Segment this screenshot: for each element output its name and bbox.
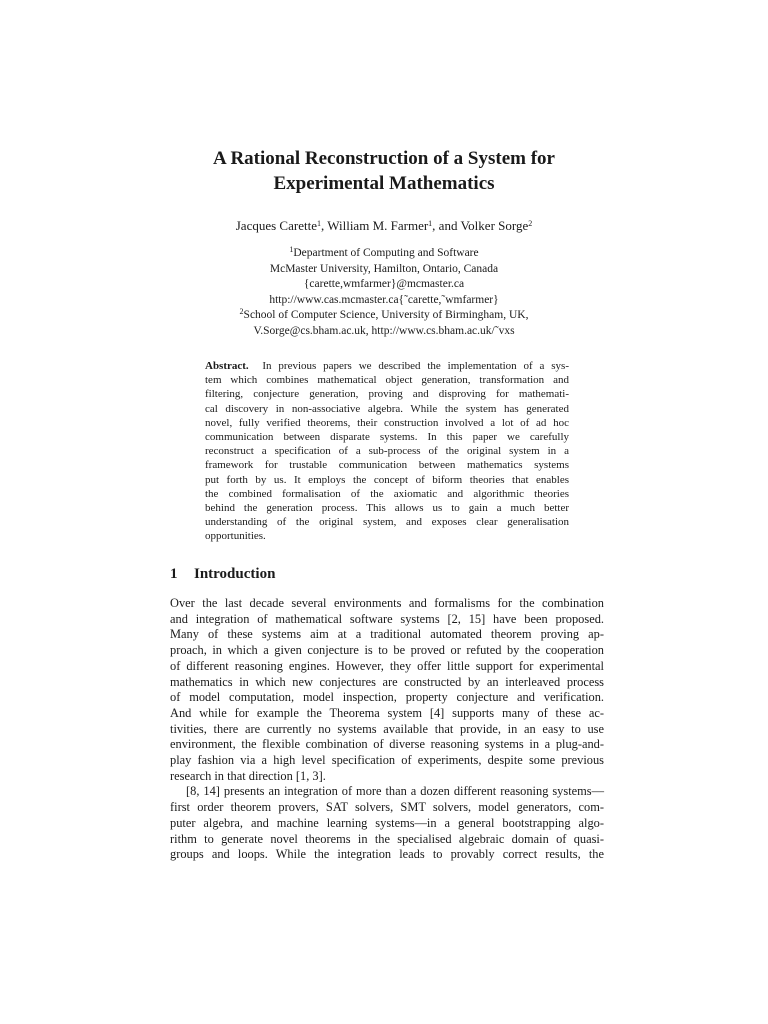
paragraph-line: mathematics in which new conjectures are constructed by an interleaved process xyxy=(170,674,604,689)
paragraph-line: of different reasoning engines. However, they offer little support for experimental xyxy=(170,658,604,673)
paragraph-line: tivities, there are currently no systems available that provide, in an easy to use xyxy=(170,721,604,736)
affiliation-email: {carette,wmfarmer}@mcmaster.ca xyxy=(303,278,465,291)
affiliation-mark: 2 xyxy=(239,307,244,316)
paragraph-line: rithm to generate novel theorems in the specialised algebraic domain of quasi- xyxy=(170,831,604,846)
author-affiliation-mark: 1 xyxy=(428,219,433,228)
affiliation-2 xyxy=(0,308,768,339)
affiliation-1 xyxy=(0,246,768,309)
paragraph-line: proach, in which a given conjecture is to be proved or refuted by the cooperation xyxy=(170,643,604,658)
author-separator: , and xyxy=(432,218,461,233)
affiliation-line xyxy=(0,308,768,324)
abstract-line: put forth by us. It employs the concept of biform theories that enables xyxy=(205,473,569,486)
paper-title xyxy=(0,146,768,196)
author-name: Volker Sorge xyxy=(460,218,529,233)
section-title: Introduction xyxy=(194,566,276,582)
author-name: William M. Farmer xyxy=(327,218,429,233)
abstract-line: opportunities. xyxy=(205,530,266,543)
paragraph-line: environment, the flexible combination of diverse reasoning systems in a plug-and- xyxy=(170,737,604,752)
abstract-line: novel, fully verified theorems, their construction involved a lot of ad hoc xyxy=(205,416,569,429)
abstract-line: tem which combines mathematical object generation, transformation and xyxy=(205,374,569,387)
abstract-text: In previous papers we described the implementation of a sys- xyxy=(262,360,569,372)
abstract-line: cal discovery in non-associative algebra. While the system has generated xyxy=(205,402,569,415)
paragraph-line: [8, 14] presents an integration of more than a dozen different reasoning systems— xyxy=(186,784,604,799)
abstract-line: behind the generation process. This allows us to gain a much better xyxy=(205,502,569,515)
paragraph-line: of model computation, model inspection, property conjecture and verification. xyxy=(170,690,604,705)
abstract xyxy=(205,359,569,544)
paragraph-line: groups and loops. While the integration leads to provably correct results, the xyxy=(170,847,604,862)
paragraph-line: first order theorem provers, SAT solvers, SMT solvers, model generators, com- xyxy=(170,800,604,815)
affiliation-mark: 1 xyxy=(289,245,294,254)
author-list xyxy=(0,218,768,234)
abstract-line: framework for trustable communication between mathematics systems xyxy=(205,459,569,472)
abstract-label: Abstract. xyxy=(205,360,249,372)
title-line-1: A Rational Reconstruction of a System for xyxy=(213,148,555,169)
paragraph-line: research in that direction [1, 3]. xyxy=(170,768,326,783)
abstract-line: reconstruct a specification of a sub-process of the original system in a xyxy=(205,445,569,458)
affiliation-text: School of Computer Science, University of Birmingham, UK, xyxy=(243,309,529,321)
abstract-line: the combined formalisation of the axiomatic and algorithmic theories xyxy=(205,487,569,500)
section-heading xyxy=(170,564,275,584)
section-number: 1 xyxy=(170,566,178,582)
author-separator: , xyxy=(320,218,328,233)
paragraph-line: And while for example the Theorema system [4] supports many of these ac- xyxy=(170,705,604,720)
affiliation-line: McMaster University, Hamilton, Ontario, Canada xyxy=(269,262,499,275)
affiliation-line xyxy=(0,246,768,262)
paragraph-line: and integration of mathematical software systems [2, 15] have been proposed. xyxy=(170,611,604,626)
author-affiliation-mark: 1 xyxy=(316,219,321,228)
paragraph-line: puter algebra, and machine learning systems—in a general bootstrapping algo- xyxy=(170,815,604,830)
affiliation-url: http://www.cas.mcmaster.ca{˜carette,˜wmfarmer} xyxy=(269,294,499,307)
abstract-line: filtering, conjecture generation, proving and disproving for mathemati- xyxy=(205,388,569,401)
author-affiliation-mark: 2 xyxy=(528,219,533,228)
abstract-line xyxy=(205,359,569,373)
section-body xyxy=(170,596,604,863)
title-line-2: Experimental Mathematics xyxy=(273,173,495,194)
abstract-line: understanding of the original system, and exposes clear generalisation xyxy=(205,516,569,529)
affiliation-text: Department of Computing and Software xyxy=(293,247,479,259)
abstract-line: communication between disparate systems. In this paper we carefully xyxy=(205,431,569,444)
author-name: Jacques Carette xyxy=(235,218,317,233)
paragraph-line: Over the last decade several environments and formalisms for the combination xyxy=(170,596,604,610)
paragraph-line: play fashion via a high level specification of experiments, despite some previous xyxy=(170,753,604,768)
affiliation-contact: V.Sorge@cs.bham.ac.uk, http://www.cs.bham.ac.uk/˜vxs xyxy=(253,324,515,337)
paragraph-line: Many of these systems aim at a traditional automated theorem proving ap- xyxy=(170,627,604,642)
